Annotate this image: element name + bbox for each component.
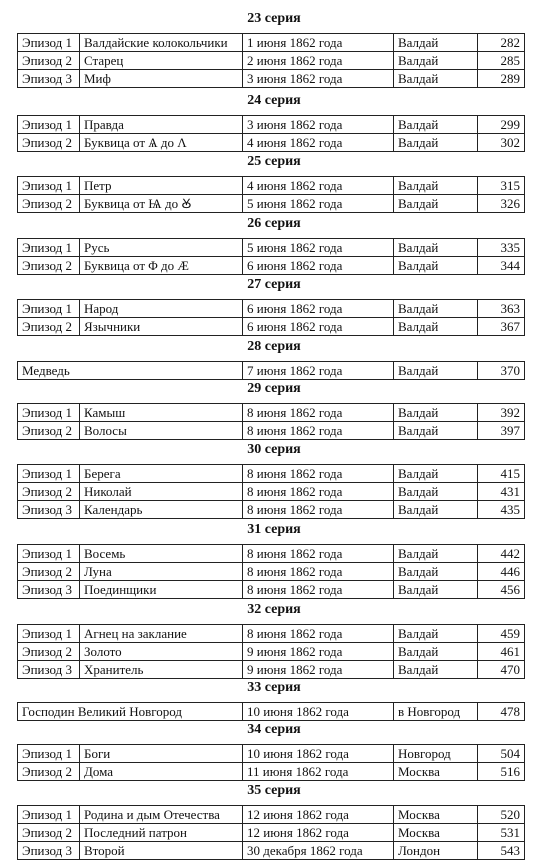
table-row (18, 824, 525, 842)
episode-place-cell: Валдай (394, 257, 478, 275)
episode-date-cell: 10 июня 1862 года (243, 703, 394, 721)
episode-number-cell: Эпизод 2 (18, 134, 80, 152)
episode-name-cell: Язычники (80, 318, 243, 336)
episode-number-cell: Эпизод 2 (18, 563, 80, 581)
episode-place-cell: в Новгород (394, 703, 478, 721)
episode-table (17, 33, 525, 88)
table-row (18, 545, 525, 563)
episode-page-cell: 282 (478, 34, 525, 52)
episode-number-cell: Эпизод 2 (18, 643, 80, 661)
episode-page-cell: 315 (478, 177, 525, 195)
table-row (18, 661, 525, 679)
episode-name-cell: Камыш (80, 404, 243, 422)
episode-date-cell: 8 июня 1862 года (243, 545, 394, 563)
episode-number-cell: Эпизод 3 (18, 501, 80, 519)
series-heading: 32 серия (247, 602, 301, 617)
series-heading: 33 серия (247, 680, 301, 695)
table-row (18, 195, 525, 213)
episode-place-cell: Валдай (394, 195, 478, 213)
episode-name-cell: Поединщики (80, 581, 243, 599)
episode-date-cell: 12 июня 1862 года (243, 824, 394, 842)
episode-number-cell: Эпизод 3 (18, 581, 80, 599)
episode-name-cell: Буквица от Ѩ до Ꙋ (80, 195, 243, 213)
episode-place-cell: Лондон (394, 842, 478, 860)
episode-page-cell: 344 (478, 257, 525, 275)
episode-place-cell: Валдай (394, 300, 478, 318)
episode-page-cell: 302 (478, 134, 525, 152)
episode-page-cell: 285 (478, 52, 525, 70)
episode-place-cell: Валдай (394, 422, 478, 440)
table-row (18, 483, 525, 501)
episode-date-cell: 30 декабря 1862 года (243, 842, 394, 860)
episode-number-cell: Эпизод 3 (18, 70, 80, 88)
episode-page-cell: 397 (478, 422, 525, 440)
episode-name-cell: Петр (80, 177, 243, 195)
episode-place-cell: Валдай (394, 134, 478, 152)
episode-place-cell: Валдай (394, 52, 478, 70)
episode-name-cell: Старец (80, 52, 243, 70)
episode-page-cell: 370 (478, 362, 525, 380)
episode-date-cell: 8 июня 1862 года (243, 581, 394, 599)
episode-name-cell: Хранитель (80, 661, 243, 679)
episode-date-cell: 12 июня 1862 года (243, 806, 394, 824)
table-row (18, 643, 525, 661)
table-row (18, 581, 525, 599)
table-row (18, 625, 525, 643)
episode-place-cell: Валдай (394, 643, 478, 661)
episode-page-cell: 299 (478, 116, 525, 134)
episode-number-cell: Эпизод 2 (18, 318, 80, 336)
episode-page-cell: 442 (478, 545, 525, 563)
episode-page-cell: 392 (478, 404, 525, 422)
episode-number-cell: Эпизод 1 (18, 116, 80, 134)
episode-number-cell: Эпизод 1 (18, 465, 80, 483)
episode-table (17, 702, 525, 721)
episode-place-cell: Валдай (394, 563, 478, 581)
episode-date-cell: 9 июня 1862 года (243, 643, 394, 661)
episode-name-cell: Миф (80, 70, 243, 88)
episode-date-cell: 9 июня 1862 года (243, 661, 394, 679)
table-row (18, 501, 525, 519)
table-row (18, 70, 525, 88)
series-heading: 35 серия (247, 783, 301, 798)
episode-number-cell: Эпизод 1 (18, 545, 80, 563)
episode-table (17, 238, 525, 275)
table-row (18, 404, 525, 422)
episode-number-cell: Эпизод 1 (18, 745, 80, 763)
episode-table (17, 624, 525, 679)
table-row (18, 763, 525, 781)
table-row (18, 563, 525, 581)
series-heading: 23 серия (247, 11, 301, 26)
table-row (18, 362, 525, 380)
episode-number-cell: Эпизод 1 (18, 177, 80, 195)
episode-name-cell: Валдайские колокольчики (80, 34, 243, 52)
episode-date-cell: 4 июня 1862 года (243, 134, 394, 152)
episode-name-cell: Медведь (18, 362, 243, 380)
episode-page-cell: 367 (478, 318, 525, 336)
episode-date-cell: 3 июня 1862 года (243, 70, 394, 88)
episode-place-cell: Валдай (394, 501, 478, 519)
table-row (18, 116, 525, 134)
table-row (18, 34, 525, 52)
episode-name-cell: Календарь (80, 501, 243, 519)
episode-page-cell: 516 (478, 763, 525, 781)
episode-place-cell: Валдай (394, 465, 478, 483)
episode-name-cell: Правда (80, 116, 243, 134)
series-heading: 28 серия (247, 339, 301, 354)
episode-name-cell: Последний патрон (80, 824, 243, 842)
episode-page-cell: 456 (478, 581, 525, 599)
table-row (18, 703, 525, 721)
episode-page-cell: 431 (478, 483, 525, 501)
episode-table (17, 464, 525, 519)
episode-date-cell: 8 июня 1862 года (243, 501, 394, 519)
episode-name-cell: Родина и дым Отечества (80, 806, 243, 824)
episode-number-cell: Эпизод 1 (18, 625, 80, 643)
episode-number-cell: Эпизод 2 (18, 824, 80, 842)
episode-table (17, 176, 525, 213)
table-row (18, 465, 525, 483)
series-heading: 25 серия (247, 154, 301, 169)
episode-place-cell: Москва (394, 824, 478, 842)
episode-date-cell: 8 июня 1862 года (243, 465, 394, 483)
episode-name-cell: Берега (80, 465, 243, 483)
episode-place-cell: Валдай (394, 70, 478, 88)
episode-place-cell: Валдай (394, 318, 478, 336)
episode-place-cell: Валдай (394, 404, 478, 422)
episode-table (17, 744, 525, 781)
episode-name-cell: Буквица от Φ до Æ (80, 257, 243, 275)
episode-page-cell: 461 (478, 643, 525, 661)
episode-number-cell: Эпизод 3 (18, 842, 80, 860)
episode-date-cell: 8 июня 1862 года (243, 422, 394, 440)
episode-number-cell: Эпизод 2 (18, 52, 80, 70)
episode-number-cell: Эпизод 2 (18, 483, 80, 501)
episode-name-cell: Народ (80, 300, 243, 318)
series-heading: 29 серия (247, 381, 301, 396)
table-row (18, 422, 525, 440)
episode-date-cell: 1 июня 1862 года (243, 34, 394, 52)
table-row (18, 300, 525, 318)
episode-page-cell: 446 (478, 563, 525, 581)
episode-page-cell: 415 (478, 465, 525, 483)
episode-page-cell: 504 (478, 745, 525, 763)
episode-table (17, 544, 525, 599)
episode-place-cell: Валдай (394, 34, 478, 52)
episode-page-cell: 470 (478, 661, 525, 679)
table-row (18, 318, 525, 336)
episode-date-cell: 8 июня 1862 года (243, 625, 394, 643)
series-heading: 27 серия (247, 277, 301, 292)
episode-name-cell: Русь (80, 239, 243, 257)
episode-date-cell: 3 июня 1862 года (243, 116, 394, 134)
episode-page-cell: 459 (478, 625, 525, 643)
episode-place-cell: Новгород (394, 745, 478, 763)
episode-name-cell: Луна (80, 563, 243, 581)
episode-place-cell: Валдай (394, 625, 478, 643)
episode-date-cell: 7 июня 1862 года (243, 362, 394, 380)
episode-name-cell: Агнец на заклание (80, 625, 243, 643)
episode-date-cell: 8 июня 1862 года (243, 483, 394, 501)
episode-number-cell: Эпизод 2 (18, 422, 80, 440)
episode-name-cell: Буквица от Ѧ до Λ (80, 134, 243, 152)
episode-date-cell: 10 июня 1862 года (243, 745, 394, 763)
episode-place-cell: Москва (394, 763, 478, 781)
table-row (18, 257, 525, 275)
episode-table (17, 805, 525, 860)
episode-place-cell: Валдай (394, 116, 478, 134)
episode-number-cell: Эпизод 2 (18, 763, 80, 781)
episode-number-cell: Эпизод 2 (18, 195, 80, 213)
episode-page-cell: 478 (478, 703, 525, 721)
episode-number-cell: Эпизод 1 (18, 300, 80, 318)
episode-page-cell: 531 (478, 824, 525, 842)
episode-name-cell: Николай (80, 483, 243, 501)
series-heading: 34 серия (247, 722, 301, 737)
series-heading: 24 серия (247, 93, 301, 108)
episode-page-cell: 520 (478, 806, 525, 824)
episode-place-cell: Валдай (394, 239, 478, 257)
episode-page-cell: 435 (478, 501, 525, 519)
episode-name-cell: Боги (80, 745, 243, 763)
episode-date-cell: 6 июня 1862 года (243, 318, 394, 336)
episode-date-cell: 2 июня 1862 года (243, 52, 394, 70)
episode-name-cell: Второй (80, 842, 243, 860)
episode-place-cell: Валдай (394, 581, 478, 599)
episode-name-cell: Восемь (80, 545, 243, 563)
episode-page-cell: 289 (478, 70, 525, 88)
episode-table (17, 361, 525, 380)
episode-page-cell: 363 (478, 300, 525, 318)
table-row (18, 745, 525, 763)
episode-page-cell: 543 (478, 842, 525, 860)
table-row (18, 806, 525, 824)
episode-name-cell: Дома (80, 763, 243, 781)
series-heading: 31 серия (247, 522, 301, 537)
episode-number-cell: Эпизод 3 (18, 661, 80, 679)
episode-date-cell: 4 июня 1862 года (243, 177, 394, 195)
episode-date-cell: 6 июня 1862 года (243, 300, 394, 318)
series-heading: 26 серия (247, 216, 301, 231)
episode-place-cell: Валдай (394, 661, 478, 679)
episode-place-cell: Валдай (394, 483, 478, 501)
series-heading: 30 серия (247, 442, 301, 457)
episode-date-cell: 5 июня 1862 года (243, 195, 394, 213)
episode-date-cell: 11 июня 1862 года (243, 763, 394, 781)
table-row (18, 842, 525, 860)
episode-number-cell: Эпизод 1 (18, 806, 80, 824)
episode-number-cell: Эпизод 1 (18, 239, 80, 257)
episode-page-cell: 326 (478, 195, 525, 213)
table-row (18, 134, 525, 152)
table-row (18, 52, 525, 70)
episode-place-cell: Москва (394, 806, 478, 824)
episode-table (17, 115, 525, 152)
episode-number-cell: Эпизод 1 (18, 404, 80, 422)
episode-date-cell: 8 июня 1862 года (243, 563, 394, 581)
episode-number-cell: Эпизод 2 (18, 257, 80, 275)
episode-date-cell: 8 июня 1862 года (243, 404, 394, 422)
episode-table (17, 403, 525, 440)
table-row (18, 239, 525, 257)
episode-name-cell: Волосы (80, 422, 243, 440)
episode-date-cell: 6 июня 1862 года (243, 257, 394, 275)
episode-name-cell: Золото (80, 643, 243, 661)
episode-number-cell: Эпизод 1 (18, 34, 80, 52)
episode-date-cell: 5 июня 1862 года (243, 239, 394, 257)
episode-table (17, 299, 525, 336)
episode-page-cell: 335 (478, 239, 525, 257)
episode-place-cell: Валдай (394, 362, 478, 380)
table-row (18, 177, 525, 195)
episode-place-cell: Валдай (394, 177, 478, 195)
episode-place-cell: Валдай (394, 545, 478, 563)
episode-name-cell: Господин Великий Новгород (18, 703, 243, 721)
